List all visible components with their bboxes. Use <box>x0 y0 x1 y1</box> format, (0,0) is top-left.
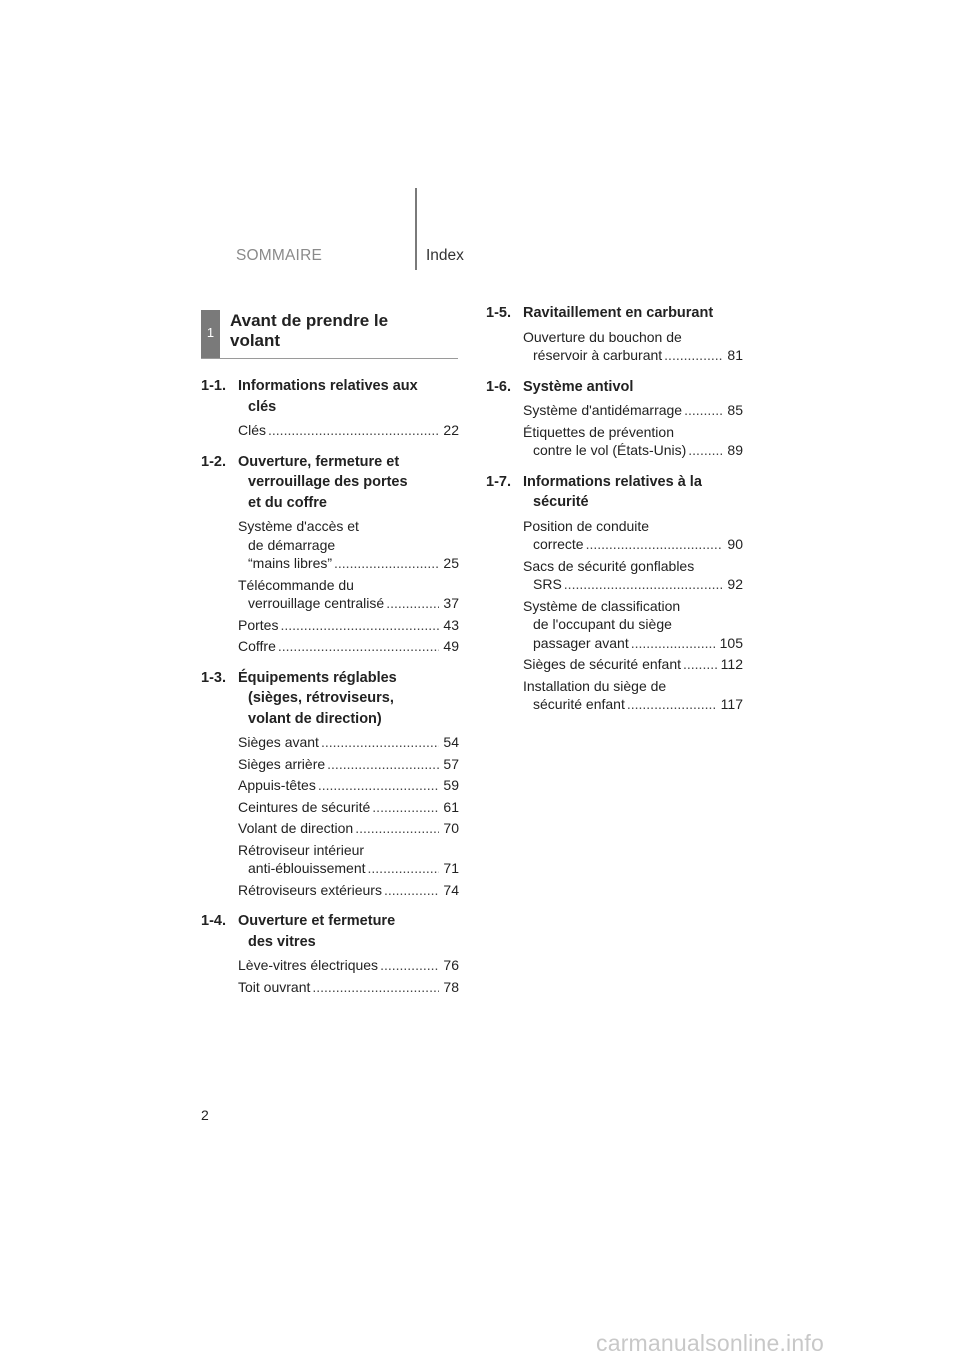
chapter-title <box>230 311 450 351</box>
toc-entry[interactable] <box>238 978 459 997</box>
entry-page-number: 59 <box>443 777 459 793</box>
section-title-line: Informations relatives aux <box>238 378 418 394</box>
entry-text-line: Sièges arrière <box>238 755 326 772</box>
entry-last-line <box>523 655 743 674</box>
entry-last-line <box>523 441 743 460</box>
entry-page-number: 74 <box>443 881 459 898</box>
watermark-text: carmanualsonline.info <box>596 1330 824 1356</box>
entry-text-line: Rétroviseurs extérieurs <box>238 881 382 898</box>
dot-leader <box>334 554 439 573</box>
entry-page-number: 81 <box>727 347 743 363</box>
dot-leader <box>384 881 439 900</box>
section-heading <box>201 376 459 417</box>
dot-leader <box>386 594 439 613</box>
section-title-line: volant de direction) <box>248 710 382 727</box>
entry-page-number: 22 <box>443 422 459 438</box>
section-heading <box>201 452 459 514</box>
entry-text-line: réservoir à carburant <box>533 347 663 363</box>
entry-page-number: 76 <box>443 957 459 973</box>
section-title <box>238 911 459 952</box>
toc-entry[interactable] <box>238 798 459 817</box>
dot-leader <box>627 695 717 714</box>
entry-last-line <box>238 978 459 997</box>
entry-page-number: 71 <box>443 860 459 876</box>
entry-page-number: 57 <box>443 755 459 772</box>
toc-entry[interactable] <box>238 421 459 440</box>
dot-leader <box>321 733 439 752</box>
entry-text-line: de démarrage <box>248 536 336 553</box>
dot-leader <box>355 819 439 838</box>
section-entries <box>201 733 459 899</box>
entry-last-line <box>523 575 743 594</box>
toc-entry[interactable] <box>238 576 459 613</box>
page-number: 2 <box>201 1107 209 1123</box>
section-title-line: Ouverture et fermeture <box>238 913 396 929</box>
dot-leader <box>278 637 440 656</box>
dot-leader <box>318 776 440 795</box>
section-number: 1-1. <box>201 378 226 394</box>
index-link[interactable]: Index <box>426 247 464 264</box>
section-number: 1-2. <box>201 453 226 470</box>
entry-text-line: contre le vol (États-Unis) <box>533 442 687 458</box>
section-title <box>238 668 459 730</box>
section-title-line: verrouillage des portes <box>248 474 408 490</box>
nav-divider <box>415 188 417 270</box>
toc-entry[interactable] <box>523 328 743 365</box>
section-heading <box>486 303 743 324</box>
toc-section <box>201 452 459 656</box>
entry-text-line: “mains libres” <box>248 555 333 571</box>
toc-entry[interactable] <box>523 517 743 554</box>
section-number: 1-5. <box>486 305 511 321</box>
section-heading <box>486 377 743 398</box>
section-title <box>523 472 743 513</box>
entry-last-line <box>238 421 459 440</box>
entry-text-line: Volant de direction <box>238 820 354 836</box>
dot-leader <box>631 634 716 653</box>
section-number: 1-4. <box>201 913 226 929</box>
toc-entry[interactable] <box>523 557 743 594</box>
entry-last-line <box>238 859 459 878</box>
section-entries <box>486 517 743 714</box>
section-entries <box>486 328 743 365</box>
dot-leader <box>268 421 439 440</box>
entry-last-line <box>238 881 459 900</box>
section-title-line: des vitres <box>248 933 316 950</box>
section-title <box>238 376 459 417</box>
entry-page-number: 117 <box>720 696 743 712</box>
entry-page-number: 105 <box>719 634 743 651</box>
toc-entry[interactable] <box>238 956 459 975</box>
dot-leader <box>683 655 717 674</box>
toc-entry[interactable] <box>238 755 459 774</box>
entry-page-number: 85 <box>727 402 743 418</box>
section-title-line: Ravitaillement en carburant <box>523 305 714 321</box>
dot-leader <box>684 401 723 420</box>
entry-last-line <box>238 755 459 774</box>
entry-last-line <box>238 733 459 752</box>
entry-text-line: Installation du siège de <box>523 677 667 694</box>
entry-page-number: 25 <box>443 555 459 571</box>
entry-text-line: Clés <box>238 422 267 438</box>
entry-page-number: 54 <box>443 734 459 750</box>
dot-leader <box>327 755 439 774</box>
toc-entry[interactable] <box>238 637 459 656</box>
entry-text-line: sécurité enfant <box>533 696 625 712</box>
entry-text-line: Étiquettes de prévention <box>523 423 674 440</box>
entry-page-number: 70 <box>443 820 459 836</box>
dot-leader <box>280 616 439 635</box>
sommaire-link[interactable]: SOMMAIRE <box>236 247 322 264</box>
dot-leader <box>688 441 723 460</box>
dot-leader <box>368 859 440 878</box>
entry-last-line <box>523 634 743 653</box>
entry-text-line: Ceintures de sécurité <box>238 798 371 815</box>
entry-text-line: SRS <box>533 576 562 592</box>
dot-leader <box>564 575 724 594</box>
entry-page-number: 37 <box>443 595 459 611</box>
section-number: 1-7. <box>486 473 511 490</box>
toc-section <box>201 376 459 440</box>
entry-last-line <box>238 637 459 656</box>
toc-entry[interactable] <box>238 881 459 900</box>
dot-leader <box>380 956 439 975</box>
section-entries <box>201 517 459 656</box>
section-entries <box>201 421 459 440</box>
toc-entry[interactable] <box>238 616 459 635</box>
entry-last-line <box>238 594 459 613</box>
toc-entry[interactable] <box>523 655 743 674</box>
entry-last-line <box>238 776 459 795</box>
entry-text-line: Télécommande du <box>238 576 354 593</box>
entry-last-line <box>523 535 743 554</box>
chapter-title-line: volant <box>230 331 281 350</box>
toc-section <box>486 377 743 460</box>
entry-last-line <box>523 401 743 420</box>
entry-text-line: Position de conduite <box>523 517 650 534</box>
section-title-line: Système antivol <box>523 378 634 395</box>
entry-page-number: 89 <box>727 442 743 458</box>
entry-text-line: Appuis-têtes <box>238 777 316 793</box>
section-heading <box>486 472 743 513</box>
section-title-line: et du coffre <box>248 494 327 511</box>
section-title-line: Ouverture, fermeture et <box>238 453 400 470</box>
dot-leader <box>312 978 439 997</box>
toc-entry[interactable] <box>523 597 743 653</box>
toc-entry[interactable] <box>523 423 743 460</box>
entry-text-line: Sacs de sécurité gonflables <box>523 557 695 574</box>
entry-text-line: Système de classification <box>523 597 681 614</box>
chapter-number-tab: 1 <box>201 310 220 358</box>
toc-section <box>201 668 459 900</box>
entry-text-line: Ouverture du bouchon de <box>523 328 682 345</box>
entry-last-line <box>238 956 459 975</box>
entry-page-number: 43 <box>443 616 459 633</box>
toc-entry[interactable] <box>238 819 459 838</box>
section-title <box>238 452 459 514</box>
chapter-header <box>201 310 458 359</box>
toc-entry[interactable] <box>238 517 459 573</box>
entry-text-line: Coffre <box>238 638 276 654</box>
section-title-line: (sièges, rétroviseurs, <box>248 690 394 706</box>
toc-entry[interactable] <box>238 733 459 752</box>
toc-section <box>486 472 743 714</box>
entry-page-number: 112 <box>720 656 743 672</box>
toc-entry[interactable] <box>238 841 459 878</box>
entry-text-line: Rétroviseur intérieur <box>238 841 365 858</box>
entry-page-number: 92 <box>727 576 743 592</box>
entry-text-line: verrouillage centralisé <box>248 595 385 611</box>
dot-leader <box>586 535 724 554</box>
toc-entry[interactable] <box>523 677 743 714</box>
entry-last-line <box>523 346 743 365</box>
toc-entry[interactable] <box>523 401 743 420</box>
section-title-line: sécurité <box>533 494 589 510</box>
entry-text-line: anti-éblouissement <box>248 860 366 876</box>
entry-text-line: Portes <box>238 616 279 633</box>
section-title-line: Informations relatives à la <box>523 473 702 490</box>
toc-section <box>486 303 743 365</box>
section-heading <box>201 911 459 952</box>
entry-page-number: 61 <box>443 798 459 815</box>
section-title <box>523 377 743 398</box>
entry-last-line <box>238 798 459 817</box>
section-title-line: clés <box>248 398 277 415</box>
entry-last-line <box>238 616 459 635</box>
section-title <box>523 303 743 324</box>
toc-right-column <box>486 303 743 726</box>
section-number: 1-6. <box>486 378 511 395</box>
chapter-title-line: Avant de prendre le <box>230 311 389 330</box>
entry-last-line <box>238 819 459 838</box>
dot-leader <box>664 346 723 365</box>
entry-text-line: de l'occupant du siège <box>533 616 672 632</box>
entry-text-line: Toit ouvrant <box>238 978 311 995</box>
entry-page-number: 90 <box>727 536 743 552</box>
entry-text-line: passager avant <box>533 634 629 651</box>
toc-left-column <box>201 376 459 1008</box>
entry-text-line: Système d'accès et <box>238 518 359 534</box>
section-heading <box>201 668 459 730</box>
toc-entry[interactable] <box>238 776 459 795</box>
entry-text-line: Lève-vitres électriques <box>238 957 379 973</box>
entry-text-line: Sièges avant <box>238 734 319 750</box>
entry-text-line: Sièges de sécurité enfant <box>523 656 681 672</box>
entry-last-line <box>238 554 459 573</box>
entry-page-number: 78 <box>443 978 459 995</box>
entry-text-line: correcte <box>533 536 584 552</box>
entry-text-line: Système d'antidémarrage <box>523 402 683 418</box>
toc-section <box>201 911 459 996</box>
section-entries <box>201 956 459 996</box>
section-number: 1-3. <box>201 669 226 686</box>
entry-page-number: 49 <box>443 638 459 654</box>
entry-last-line <box>523 695 743 714</box>
dot-leader <box>372 798 439 817</box>
section-entries <box>486 401 743 460</box>
section-title-line: Équipements réglables <box>238 669 397 686</box>
